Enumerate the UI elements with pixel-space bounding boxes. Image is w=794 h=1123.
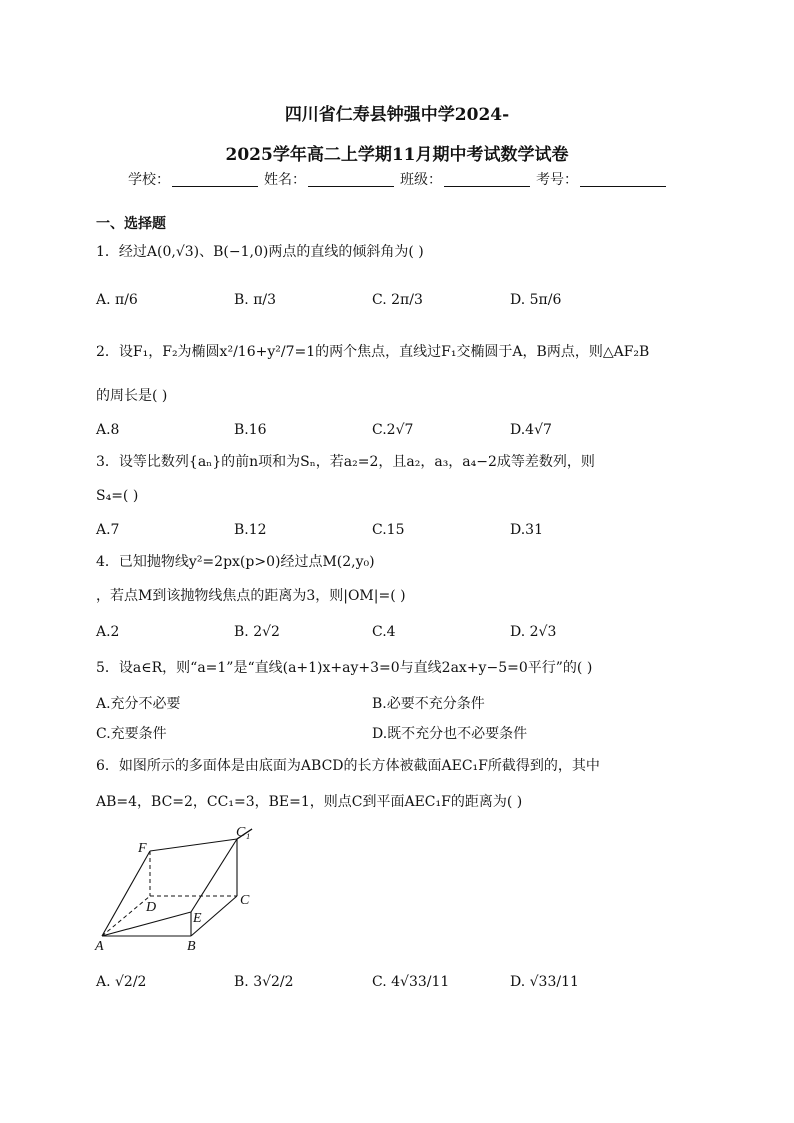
q5-option-b: B.必要不充分条件	[372, 696, 485, 712]
q6-option-a: A. √2/2	[96, 974, 147, 990]
q6-option-d: D. √33/11	[510, 974, 579, 990]
class-field-label: 班级：	[400, 172, 442, 188]
q4-option-b: B. 2√2	[234, 624, 280, 640]
school-field-blank[interactable]	[172, 172, 258, 187]
figure-label-c: C	[240, 893, 250, 908]
question-3-text-line-1: 3．设等比数列{aₙ}的前n项和为Sₙ，若a₂=2，且a₂，a₃，a₄−2成等差数列，则	[96, 454, 595, 470]
question-2-text-line-2: 的周长是( )	[96, 388, 168, 404]
figure-label-d: D	[146, 900, 157, 915]
exam-no-field-label: 考号：	[536, 172, 578, 188]
name-field-label: 姓名：	[264, 172, 306, 188]
figure-label-b: B	[187, 939, 196, 954]
q5-option-d: D.既不充分也不必要条件	[372, 726, 528, 742]
question-2-text-line-1: 2．设F₁，F₂为椭圆x²/16+y²/7=1的两个焦点，直线过F₁交椭圆于A，B两点，则△AF₂B	[96, 344, 650, 360]
q1-option-b: B. π/3	[234, 292, 277, 308]
q6-option-c: C. 4√33/11	[372, 974, 450, 990]
figure-label-e: E	[193, 911, 202, 926]
title-line-2: 2025学年高二上学期11月期中考试数学试卷	[225, 145, 569, 165]
q2-option-b: B.16	[234, 422, 267, 438]
q2-option-a: A.8	[96, 422, 120, 438]
school-field-label: 学校：	[128, 172, 170, 188]
q4-option-a: A.2	[96, 624, 120, 640]
polyhedron-figure	[92, 824, 262, 954]
q1-option-d: D. 5π/6	[510, 292, 562, 308]
q2-option-d: D.4√7	[510, 422, 552, 438]
question-4-text-line-2: ，若点M到该抛物线焦点的距离为3，则|OM|=( )	[96, 588, 406, 604]
q3-option-c: C.15	[372, 522, 405, 538]
question-3-text-line-2: S₄=( )	[96, 488, 139, 504]
q5-option-c: C.充要条件	[96, 726, 167, 742]
student-info-row	[128, 170, 672, 190]
figure-label-c1: C₁	[236, 825, 251, 840]
exam-no-field-blank[interactable]	[580, 172, 666, 187]
question-6-text-line-2: AB=4，BC=2，CC₁=3，BE=1，则点C到平面AEC₁F的距离为( )	[96, 794, 523, 810]
q5-option-a: A.充分不必要	[96, 696, 181, 712]
q3-option-b: B.12	[234, 522, 267, 538]
figure-label-f: F	[138, 841, 147, 856]
q1-option-c: C. 2π/3	[372, 292, 423, 308]
figure-label-a: A	[95, 939, 104, 954]
class-field-blank[interactable]	[444, 172, 530, 187]
q3-option-a: A.7	[96, 522, 120, 538]
question-4-text-line-1: 4．已知抛物线y²=2px(p>0)经过点M(2,y₀)	[96, 554, 375, 570]
question-6-text-line-1: 6．如图所示的多面体是由底面为ABCD的长方体被截面AEC₁F所截得到的，其中	[96, 758, 600, 774]
q3-option-d: D.31	[510, 522, 543, 538]
section-title: 一、选择题	[96, 216, 166, 232]
question-5-text: 5．设a∈R，则“a=1”是“直线(a+1)x+ay+3=0与直线2ax+y−5=0平行”的( )	[96, 660, 593, 676]
question-1-text: 1．经过A(0,√3)、B(−1,0)两点的直线的倾斜角为( )	[96, 244, 424, 260]
q4-option-d: D. 2√3	[510, 624, 557, 640]
name-field-blank[interactable]	[308, 172, 394, 187]
q6-option-b: B. 3√2/2	[234, 974, 294, 990]
title-line-1: 四川省仁寿县钟强中学2024-	[284, 105, 510, 125]
q2-option-c: C.2√7	[372, 422, 414, 438]
q1-option-a: A. π/6	[96, 292, 138, 308]
q4-option-c: C.4	[372, 624, 396, 640]
